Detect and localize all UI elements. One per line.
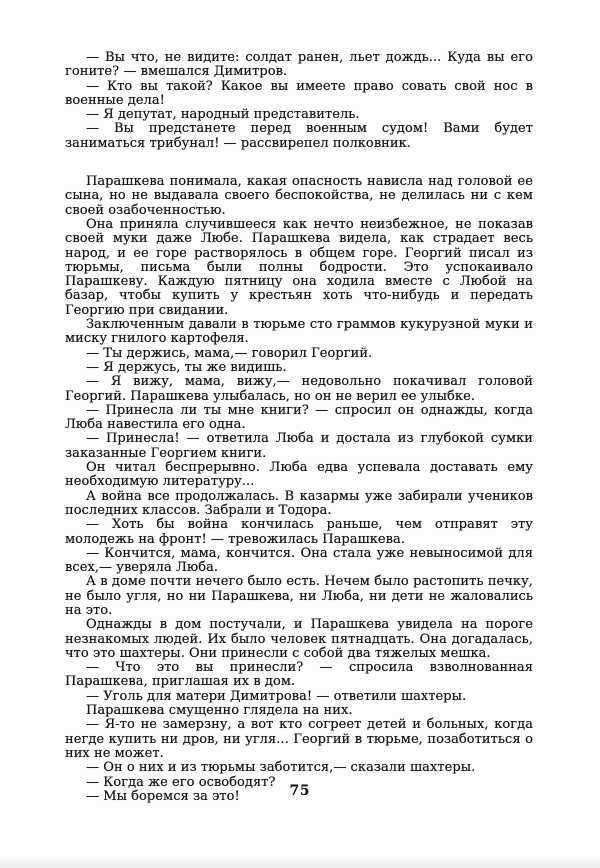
paragraph: Парашкева понимала, какая опасность нависла над головой ее сына, но не выдавала своего беспокойства, не делилась ни с кем своей озабоченностью. <box>65 174 533 218</box>
paragraph: — Принесла! — ответила Люба и достала из глубокой сумки заказанные Георгием книги. <box>65 431 533 461</box>
paragraph: — Я держусь, ты же видишь. <box>86 359 287 375</box>
paragraph: — Когда же его освободят? <box>86 774 276 790</box>
paragraph: — Кончится, мама, кончится. Она стала уже невыносимой для всех,— уверяла Люба. <box>65 545 533 576</box>
paragraph: — Ты держись, мама,— говорил Георгий. <box>86 345 373 361</box>
paragraph: Однажды в дом постучали, и Парашкева увидела на пороге незнакомых людей. Их было человек пятнадцать. Она догадалась, что это шахтеры. Они принесли с собой два тяжелых мешка. <box>65 617 533 661</box>
paragraph: Заключенным давали в тюрьме сто граммов кукурузной муки и миску гнилого картофеля. <box>65 317 533 347</box>
paragraph: — Принесла ли ты мне книги? — спросил он однажды, когда Люба навестила его одна. <box>65 402 533 433</box>
paragraph: — Вы предстанете перед военным судом! Вами будет заниматься трибунал! — рассвирепел полковник. <box>65 121 533 151</box>
paragraph: — Что это вы принесли? — спросила взволнованная Парашкева, приглашая их в дом. <box>65 660 533 690</box>
paragraph: Парашкева смущенно глядела на них. <box>86 703 353 719</box>
paragraph: — Вы что, не видите: солдат ранен, льет дождь... Куда вы его гоните? — вмешался Димитров. <box>65 50 533 80</box>
paragraph: — Кто вы такой? Какое вы имеете право совать свой нос в военные дела! <box>65 78 533 108</box>
text-block <box>65 51 533 804</box>
paragraph: — Я депутат, народный представитель. <box>86 107 360 123</box>
paragraph: — Мы боремся за это! <box>86 788 240 804</box>
scan-edge-shadow <box>0 856 600 868</box>
paragraph: Он читал беспрерывно. Люба едва успевала доставать ему необходимую литературу... <box>65 460 533 490</box>
paragraph: — Он о них и из тюрьмы заботится,— сказали шахтеры. <box>86 760 476 776</box>
paragraph: — Хоть бы война кончилась раньше, чем отправят эту молодежь на фронт! — тревожилась Парашкева. <box>65 517 533 547</box>
page-number: 75 <box>289 783 311 799</box>
paragraph: А в доме почти нечего было есть. Нечем было растопить печку, не было угля, но ни Парашкева, ни Люба, ни дети не жаловались на это. <box>65 574 533 618</box>
paragraph: — Уголь для матери Димитрова! — ответили шахтеры. <box>86 688 467 704</box>
paragraph: — Я-то не замерзну, а вот кто согреет детей и больных, когда негде купить ни дров, ни угля... Георгий в тюрьме, позаботиться о них не может. <box>65 717 533 761</box>
paragraph: Она приняла случившееся как нечто неизбежное, не показав своей муки даже Любе. Парашкева видела, как страдает весь народ, и ее горе растворялось в общем горе. Георгий писал из тюрьмы, письма были полны бодрости. Это успокаивало Парашкеву. Каждую пятницу она ходила вместе с Любой на базар, чтобы купить у крестьян хоть что-нибудь и передать Георгию при свидании. <box>65 216 533 318</box>
paragraph: А война все продолжалась. В казармы уже забирали учеников последних классов. Забрали и Тодора. <box>65 488 533 518</box>
paragraph: — Я вижу, мама, вижу,— недовольно покачивал головой Георгий. Парашкева улыбалась, но он не верил ее улыбке. <box>65 374 533 404</box>
